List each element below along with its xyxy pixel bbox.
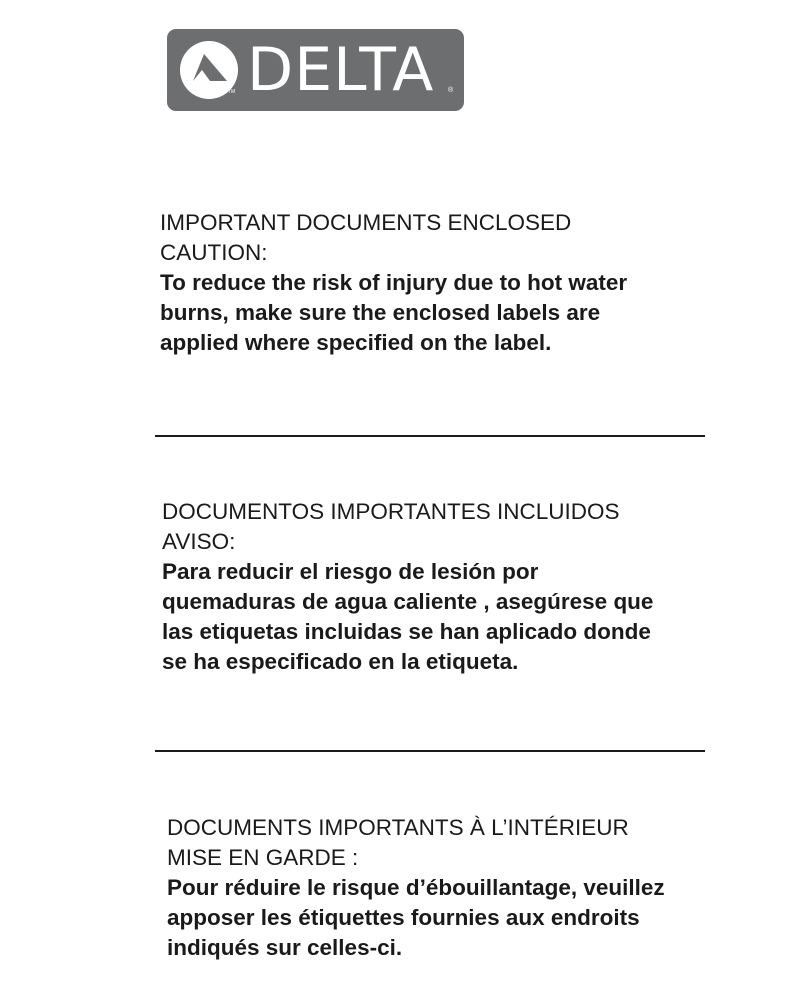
- delta-logo: [167, 29, 464, 111]
- trademark-symbol: TM: [228, 89, 236, 95]
- section-french: [167, 813, 665, 963]
- section-spanish: [162, 497, 653, 677]
- body-line: se ha especificado en la etiqueta.: [162, 649, 519, 674]
- body-line: Para reducir el riesgo de lesión por: [162, 559, 539, 584]
- body-line: quemaduras de agua caliente , asegúrese que: [162, 589, 654, 614]
- registered-symbol: ®: [448, 87, 454, 94]
- caution-label: CAUTION:: [160, 240, 268, 265]
- body-line: las etiquetas incluidas se han aplicado donde: [162, 619, 651, 644]
- logo-wordmark: DELTA: [247, 35, 435, 105]
- body-line: burns, make sure the enclosed labels are: [160, 300, 601, 325]
- divider-line: [155, 435, 705, 437]
- body-line: indiqués sur celles-ci.: [167, 935, 403, 960]
- caution-label: AVISO:: [162, 529, 236, 554]
- section-english: [160, 208, 627, 358]
- section-title: DOCUMENTS IMPORTANTS À L’INTÉRIEUR: [167, 815, 629, 840]
- section-title: IMPORTANT DOCUMENTS ENCLOSED: [160, 210, 572, 235]
- body-line: To reduce the risk of injury due to hot water: [160, 270, 628, 295]
- caution-label: MISE EN GARDE :: [167, 845, 359, 870]
- divider-line: [155, 750, 705, 752]
- section-title: DOCUMENTOS IMPORTANTES INCLUIDOS: [162, 499, 620, 524]
- body-line: Pour réduire le risque d’ébouillantage, veuillez: [167, 875, 665, 900]
- body-line: applied where specified on the label.: [160, 330, 552, 355]
- body-line: apposer les étiquettes fournies aux endroits: [167, 905, 640, 930]
